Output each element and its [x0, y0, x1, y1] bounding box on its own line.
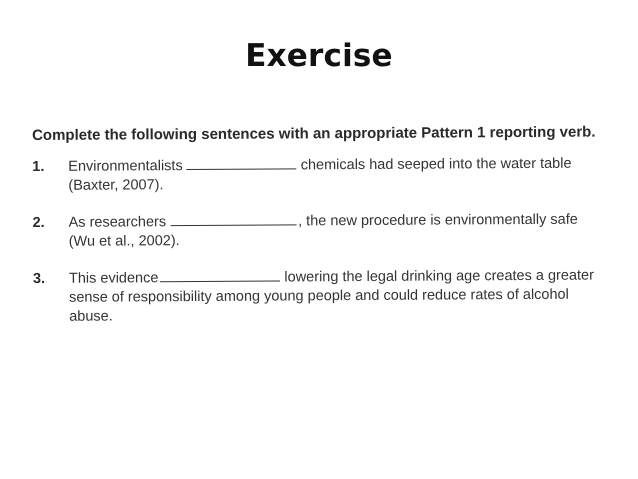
- item-number: 3.: [32, 270, 46, 287]
- exercise-item: [33, 211, 598, 252]
- item-text: [69, 267, 598, 327]
- item-number: 1.: [32, 158, 45, 175]
- item-text-before: This evidence: [68, 270, 159, 287]
- item-text-after: lowering the legal drinking age creates a greater sense of responsibility among young people and could reduce rates of alcohol abuse.: [69, 267, 594, 325]
- answer-blank: [160, 268, 280, 282]
- item-number: 2.: [32, 214, 45, 231]
- item-text-after: , the new procedure is environmentally safe (Wu et al., 2002).: [68, 211, 578, 250]
- item-text-after: chemicals had seeped into the water table (Baxter, 2007).: [68, 155, 572, 194]
- item-text-before: As researchers: [68, 214, 167, 231]
- answer-blank: [170, 212, 296, 226]
- answer-blank: [187, 156, 297, 170]
- exercise-item: [32, 155, 597, 196]
- exercise-instruction: Complete the following sentences with an appropriate Pattern 1 reporting verb.: [32, 123, 596, 144]
- exercise-item: [33, 267, 598, 327]
- item-text: [68, 155, 597, 196]
- item-text-before: Environmentalists: [68, 158, 183, 175]
- page-title: Exercise: [245, 38, 393, 74]
- exercise-scan: [32, 123, 598, 345]
- item-text: [69, 211, 598, 252]
